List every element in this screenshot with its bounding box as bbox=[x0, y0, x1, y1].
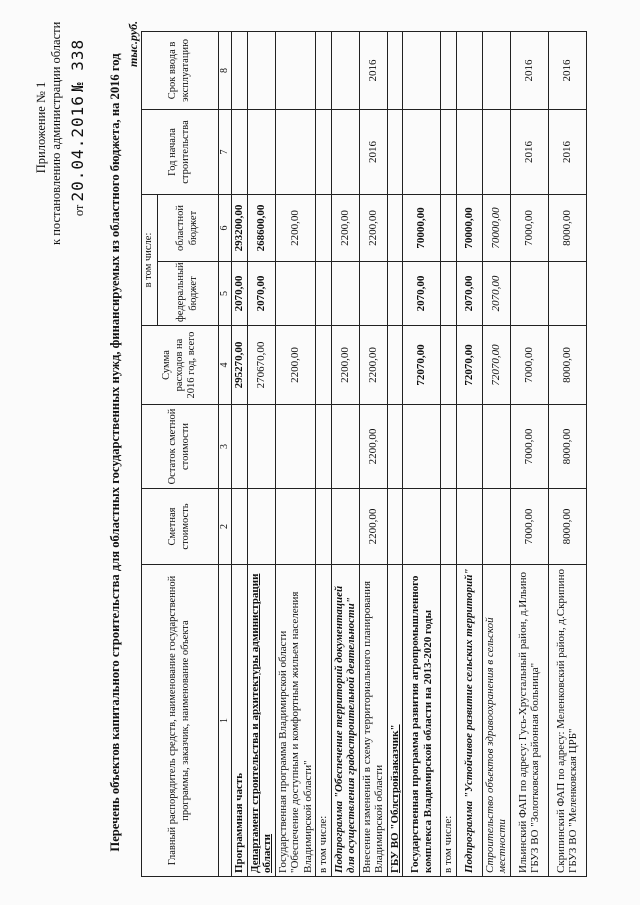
objects-table bbox=[141, 31, 587, 877]
row-end-year bbox=[247, 31, 275, 109]
header-estimate: Сметная стоимость bbox=[142, 489, 219, 565]
decree-reference: к постановлению администрации области bbox=[49, 21, 63, 245]
row-estimate bbox=[316, 489, 332, 565]
row-estimate bbox=[456, 489, 482, 565]
row-remainder bbox=[232, 405, 248, 489]
table-row bbox=[275, 31, 316, 876]
table-row bbox=[359, 31, 387, 876]
table-row bbox=[247, 31, 275, 876]
column-number: 7 bbox=[218, 109, 232, 194]
row-remainder bbox=[247, 405, 275, 489]
row-start-year: 2016 bbox=[548, 109, 586, 194]
row-remainder bbox=[316, 405, 332, 489]
row-name-text: Подпрограмма "Устойчивое развитие сельских территорий" bbox=[462, 568, 475, 873]
row-regional bbox=[316, 194, 332, 261]
header-federal: федеральный бюджет bbox=[157, 262, 218, 326]
row-regional: 2200,00 bbox=[359, 194, 387, 261]
row-name bbox=[482, 565, 510, 877]
row-end-year: 2016 bbox=[359, 31, 387, 109]
row-remainder bbox=[456, 405, 482, 489]
row-end-year bbox=[482, 31, 510, 109]
row-remainder: 7000,00 bbox=[510, 405, 548, 489]
table-row bbox=[403, 31, 441, 876]
table-row bbox=[510, 31, 548, 876]
column-number: 3 bbox=[218, 405, 232, 489]
row-end-year: 2016 bbox=[510, 31, 548, 109]
row-name: в том числе: bbox=[316, 565, 332, 877]
row-estimate bbox=[441, 489, 457, 565]
row-name: Государственная программа развития агропромышленного комплекса Владимирской области на 2013-2020 годы bbox=[403, 565, 441, 877]
column-number: 1 bbox=[218, 565, 232, 877]
row-remainder bbox=[275, 405, 316, 489]
table-row bbox=[456, 31, 482, 876]
row-total: 72070,00 bbox=[456, 326, 482, 405]
row-federal bbox=[441, 262, 457, 326]
table-row bbox=[331, 31, 359, 876]
row-remainder bbox=[331, 405, 359, 489]
row-total: 72070,00 bbox=[403, 326, 441, 405]
row-total bbox=[316, 326, 332, 405]
row-start-year bbox=[456, 109, 482, 194]
row-regional: 70000,00 bbox=[456, 194, 482, 261]
table-row bbox=[548, 31, 586, 876]
table-row bbox=[232, 31, 248, 876]
row-name-text: ГБУ ВО "Облстройзаказчик" bbox=[388, 724, 401, 873]
row-start-year bbox=[331, 109, 359, 194]
row-name bbox=[456, 565, 482, 877]
header-regional: областной бюджет bbox=[157, 194, 218, 261]
row-name: Внесение изменений в схему территориального планирования Владимирской области bbox=[359, 565, 387, 877]
header-end-year: Срок ввода в эксплуатацию bbox=[142, 31, 219, 109]
row-end-year bbox=[331, 31, 359, 109]
row-end-year bbox=[456, 31, 482, 109]
row-total: 2200,00 bbox=[275, 326, 316, 405]
row-federal bbox=[548, 262, 586, 326]
row-name-text: Строительство объектов здравоохранения в сельской местности bbox=[483, 617, 508, 873]
table-row bbox=[387, 31, 403, 876]
row-regional: 2200,00 bbox=[331, 194, 359, 261]
approval-block bbox=[34, 10, 87, 245]
header-total: Сумма расходов на 2016 год, всего bbox=[142, 326, 219, 405]
column-number: 5 bbox=[218, 262, 232, 326]
row-end-year bbox=[275, 31, 316, 109]
row-regional: 8000,00 bbox=[548, 194, 586, 261]
row-regional bbox=[441, 194, 457, 261]
decree-number: № 338 bbox=[68, 38, 87, 93]
row-end-year bbox=[387, 31, 403, 109]
row-name bbox=[387, 565, 403, 877]
row-federal bbox=[275, 262, 316, 326]
row-estimate: 2200,00 bbox=[359, 489, 387, 565]
row-regional: 70000,00 bbox=[482, 194, 510, 261]
row-remainder bbox=[482, 405, 510, 489]
row-estimate bbox=[232, 489, 248, 565]
row-federal: 2070,00 bbox=[456, 262, 482, 326]
row-regional: 7000,00 bbox=[510, 194, 548, 261]
row-federal: 2070,00 bbox=[247, 262, 275, 326]
row-start-year bbox=[387, 109, 403, 194]
decree-date-line bbox=[70, 10, 87, 245]
row-total: 270670,00 bbox=[247, 326, 275, 405]
row-total bbox=[441, 326, 457, 405]
row-estimate bbox=[403, 489, 441, 565]
row-regional bbox=[387, 194, 403, 261]
row-total: 2200,00 bbox=[331, 326, 359, 405]
row-end-year bbox=[403, 31, 441, 109]
row-end-year: 2016 bbox=[548, 31, 586, 109]
row-start-year: 2016 bbox=[510, 109, 548, 194]
row-total: 72070,00 bbox=[482, 326, 510, 405]
row-regional: 70000,00 bbox=[403, 194, 441, 261]
column-number: 6 bbox=[218, 194, 232, 261]
row-end-year bbox=[232, 31, 248, 109]
row-start-year bbox=[275, 109, 316, 194]
row-federal bbox=[331, 262, 359, 326]
header-row-1 bbox=[142, 31, 158, 876]
row-estimate bbox=[331, 489, 359, 565]
row-estimate: 8000,00 bbox=[548, 489, 586, 565]
row-name: Программная часть bbox=[232, 565, 248, 877]
header-name: Главный распорядитель средств, наименование государственной программы, заказчик, наименование объекта bbox=[142, 565, 219, 877]
row-total: 2200,00 bbox=[359, 326, 387, 405]
decree-date: 20.04.2016 bbox=[68, 95, 87, 202]
row-end-year bbox=[441, 31, 457, 109]
column-number: 4 bbox=[218, 326, 232, 405]
row-federal: 2070,00 bbox=[232, 262, 248, 326]
row-start-year bbox=[403, 109, 441, 194]
table-row bbox=[441, 31, 457, 876]
row-estimate: 7000,00 bbox=[510, 489, 548, 565]
row-start-year bbox=[232, 109, 248, 194]
row-total: 8000,00 bbox=[548, 326, 586, 405]
decree-date-prefix: от bbox=[72, 204, 86, 217]
row-total bbox=[387, 326, 403, 405]
row-federal: 2070,00 bbox=[403, 262, 441, 326]
row-name bbox=[247, 565, 275, 877]
header-including: в том числе: bbox=[142, 194, 158, 325]
row-federal bbox=[359, 262, 387, 326]
column-number: 8 bbox=[218, 31, 232, 109]
row-remainder: 2200,00 bbox=[359, 405, 387, 489]
row-remainder: 8000,00 bbox=[548, 405, 586, 489]
row-regional: 293200,00 bbox=[232, 194, 248, 261]
row-start-year bbox=[316, 109, 332, 194]
row-name: Скрипинский ФАП по адресу: Меленковский район, д.Скрипино ГБУЗ ВО "Меленковская ЦРБ" bbox=[548, 565, 586, 877]
header-start-year: Год начала строительства bbox=[142, 109, 219, 194]
row-start-year bbox=[441, 109, 457, 194]
table-row bbox=[316, 31, 332, 876]
table-row bbox=[482, 31, 510, 876]
row-name bbox=[331, 565, 359, 877]
row-federal: 2070,00 bbox=[482, 262, 510, 326]
row-name-text: Подпрограмма "Обеспечение территорий документацией для осуществления градостроительной деятельности" bbox=[332, 585, 357, 873]
row-end-year bbox=[316, 31, 332, 109]
row-start-year bbox=[247, 109, 275, 194]
row-regional: 268600,00 bbox=[247, 194, 275, 261]
row-regional: 2200,00 bbox=[275, 194, 316, 261]
appendix-label: Приложение № 1 bbox=[34, 81, 48, 174]
row-estimate bbox=[387, 489, 403, 565]
row-federal bbox=[387, 262, 403, 326]
row-start-year: 2016 bbox=[359, 109, 387, 194]
row-name: Ильинский ФАП по адресу: Гусь-Хрустальный район, д.Ильино ГБУЗ ВО "Золотковская районная больница" bbox=[510, 565, 548, 877]
row-remainder bbox=[441, 405, 457, 489]
column-number: 2 bbox=[218, 489, 232, 565]
row-estimate bbox=[247, 489, 275, 565]
units-label: тыс.руб. bbox=[126, 20, 140, 67]
row-remainder bbox=[403, 405, 441, 489]
row-remainder bbox=[387, 405, 403, 489]
row-name: в том числе: bbox=[441, 565, 457, 877]
row-name-text: Департамент строительства и архитектуры администрации области bbox=[248, 573, 273, 873]
row-estimate bbox=[275, 489, 316, 565]
document-title: Перечень объектов капитального строительства для областных государственных нужд, финансируемых из областного бюджета, на 2016 год bbox=[108, 53, 122, 852]
row-federal bbox=[510, 262, 548, 326]
row-estimate bbox=[482, 489, 510, 565]
row-total: 295270,00 bbox=[232, 326, 248, 405]
header-remainder: Остаток сметной стоимости bbox=[142, 405, 219, 489]
row-federal bbox=[316, 262, 332, 326]
column-numbers-row bbox=[218, 31, 232, 876]
row-start-year bbox=[482, 109, 510, 194]
row-name: Государственная программа Владимирской области "Обеспечение доступным и комфортным жильем населения Владимирской области" bbox=[275, 565, 316, 877]
row-total: 7000,00 bbox=[510, 326, 548, 405]
